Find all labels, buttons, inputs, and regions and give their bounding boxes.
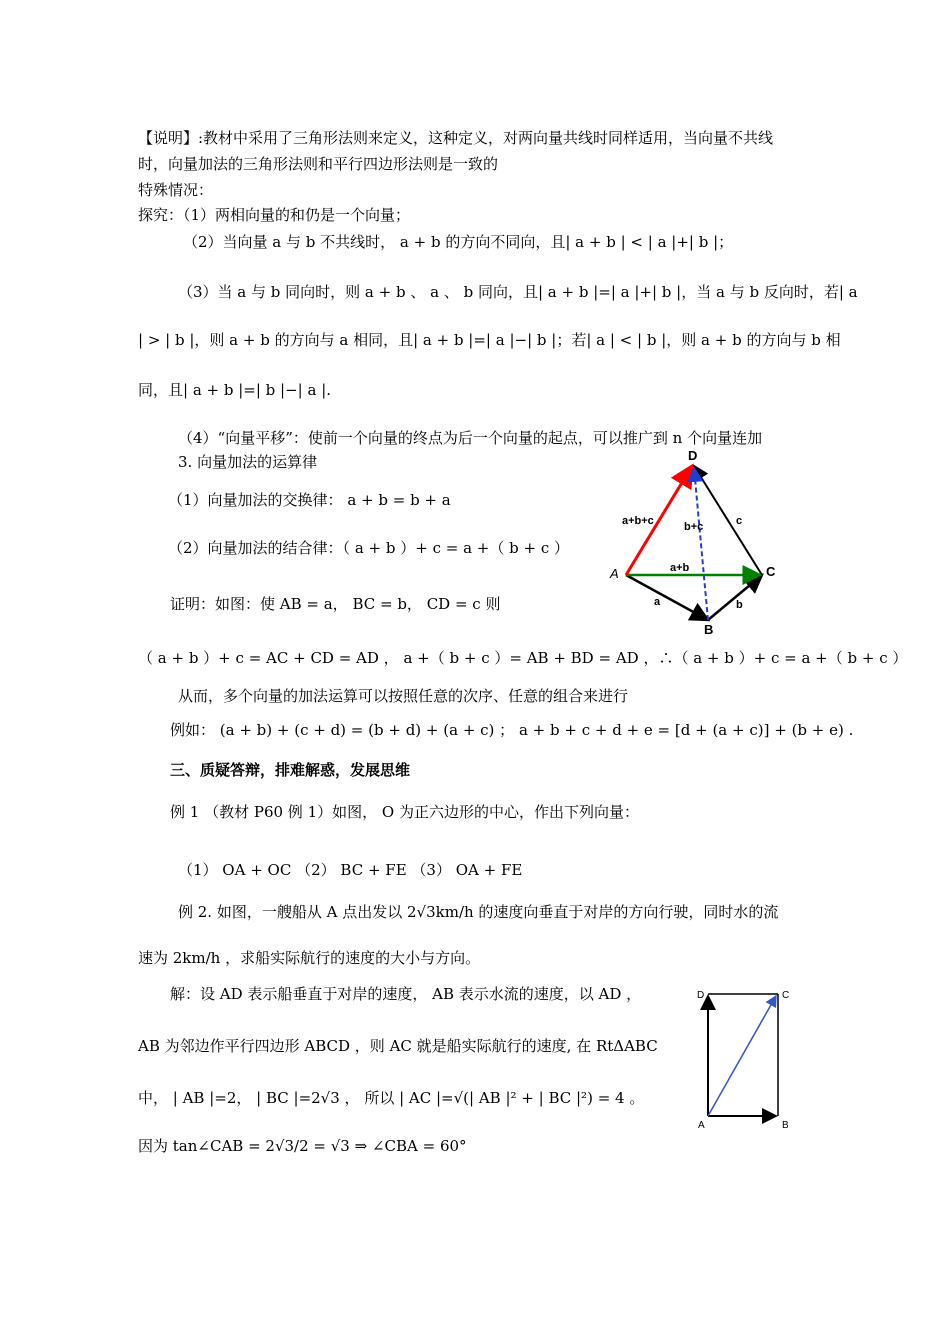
line-14: （ a + b ）+ c = AC + CD = AD ， a +（ b + c ）= AB + BD = AD ，∴（ a + b ）+ c = a +（ b + c ） xyxy=(138,649,908,667)
label-bc: b+c xyxy=(684,521,704,533)
line-18: 例 1 （教材 P60 例 1）如图， O 为正六边形的中心，作出下列向量： xyxy=(170,803,639,821)
label-abc: a+b+c xyxy=(622,515,654,527)
label-c: c xyxy=(736,515,743,527)
line-07: | > | b |，则 a + b 的方向与 a 相同，且| a + b |=| a |−| b |；若| a | < | b |，则 a + b 的方向与 b 相 xyxy=(138,331,841,349)
line-22: 解：设 AD 表示船垂直于对岸的速度， AB 表示水流的速度，以 AD ， xyxy=(170,985,642,1003)
label-C: C xyxy=(766,564,776,579)
label-b: b xyxy=(736,599,743,611)
line-10: 3. 向量加法的运算律 xyxy=(178,453,318,471)
line-23: AB 为邻边作平行四边形 ABCD ，则 AC 就是船实际航行的速度, 在 RtΔABC xyxy=(138,1037,658,1055)
line-24: 中， | AB |=2， | BC |=2√3 ， 所以 | AC |=√(| AB |² + | BC |²) = 4 。 xyxy=(138,1089,645,1107)
line-12: （2）向量加法的结合律：（ a + b ）+ c = a +（ b + c ） xyxy=(168,539,569,557)
label-C2: C xyxy=(782,990,790,1001)
vector-b xyxy=(708,575,762,620)
label-D2: D xyxy=(697,990,705,1001)
label-A: A xyxy=(610,566,619,581)
label-A2: A xyxy=(698,1120,705,1130)
line-15: 从而，多个向量的加法运算可以按照任意的次序、任意的组合来进行 xyxy=(178,687,629,705)
line-16: 例如： (a + b) + (c + d) = (b + d) + (a + c) ； a + b + c + d + e = [d + (a + c)] + (b + e) . xyxy=(170,721,854,739)
vector-b-plus-c xyxy=(694,468,708,620)
line-02: 时，向量加法的三角形法则和平行四边形法则是一致的 xyxy=(138,155,499,173)
line-19: （1） OA + OC （2） BC + FE （3） OA + FE xyxy=(178,861,523,879)
line-01: 【说明】:教材中采用了三角形法则来定义，这种定义，对两向量共线时同样适用，当向量不共线 xyxy=(138,129,774,147)
line-21: 速为 2km/h ，求船实际航行的速度的大小与方向。 xyxy=(138,949,481,967)
vector-a xyxy=(626,575,708,620)
label-B: B xyxy=(704,622,714,637)
line-09: （4）“向量平移”：使前一个向量的终点为后一个向量的起点，可以推广到 n 个向量连加 xyxy=(178,429,763,447)
vector-sum-figure xyxy=(600,442,800,638)
line-13: 证明：如图：使 AB = a， BC = b， CD = c 则 xyxy=(170,595,501,613)
line-11: （1）向量加法的交换律： a + b = b + a xyxy=(168,491,451,509)
label-ab: a+b xyxy=(670,562,690,574)
line-04: 探究：（1）两相向量的和仍是一个向量； xyxy=(138,206,411,224)
line-25: 因为 tan∠CAB = 2√3/2 = √3 ⇒ ∠CBA = 60° xyxy=(138,1137,467,1155)
label-B2: B xyxy=(782,1120,789,1130)
boat-velocity-figure xyxy=(690,980,800,1130)
line-20: 例 2. 如图，一艘船从 A 点出发以 2√3km/h 的速度向垂直于对岸的方向行驶，同时水的流 xyxy=(178,903,779,921)
vector-c xyxy=(694,466,762,575)
section-heading: 三、质疑答辩，排难解惑，发展思维 xyxy=(170,761,411,779)
line-06: （3）当 a 与 b 同向时，则 a + b 、 a 、 b 同向，且| a + b |=| a |+| b |，当 a 与 b 反向时，若| a xyxy=(178,283,858,301)
line-05: （2）当向量 a 与 b 不共线时， a + b 的方向不同向，且| a + b | < | a |+| b |； xyxy=(183,233,734,251)
label-a: a xyxy=(654,596,661,608)
label-D: D xyxy=(688,448,698,463)
line-03: 特殊情况： xyxy=(138,181,214,199)
vector-AC xyxy=(708,996,776,1116)
line-08: 同，且| a + b |=| b |−| a |. xyxy=(138,381,332,399)
